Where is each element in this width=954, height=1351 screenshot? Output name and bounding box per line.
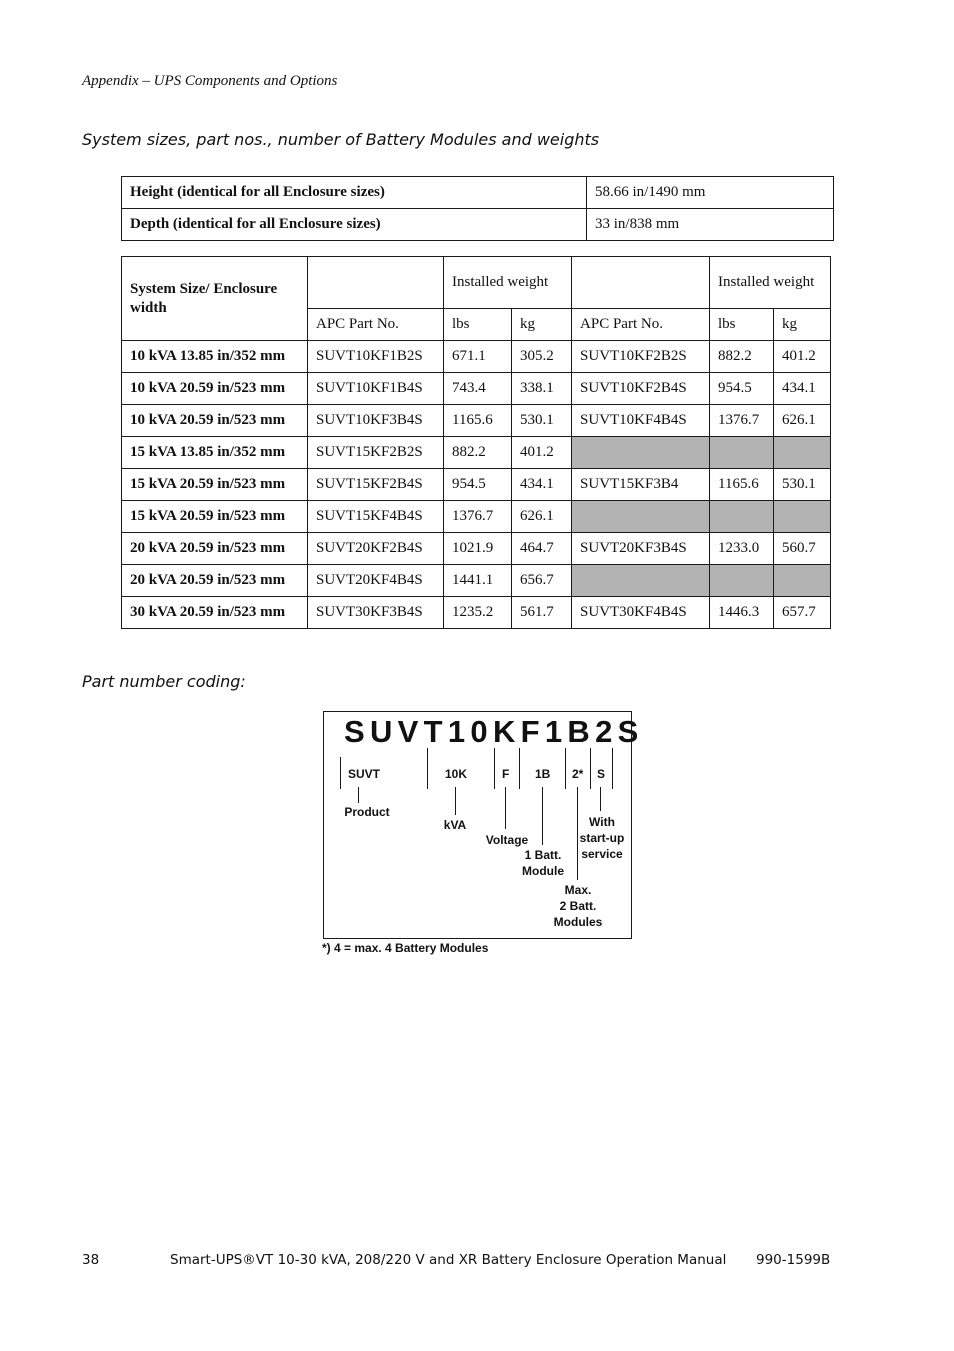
weight-lbs-cell: 882.2 — [710, 341, 774, 373]
example-part-number: SUVT10KF1B2S — [344, 714, 644, 749]
col-header-kg: kg — [774, 309, 831, 341]
desc-max-battery-modules — [548, 882, 608, 930]
segment-kva: 10K — [445, 767, 468, 781]
coding-footnote: *) 4 = max. 4 Battery Modules — [322, 941, 489, 955]
system-size-cell: 15 kVA 20.59 in/523 mm — [122, 469, 308, 501]
part-number-cell: SUVT15KF2B4S — [308, 469, 444, 501]
table-row — [122, 209, 834, 241]
weight-lbs-cell: 1376.7 — [444, 501, 512, 533]
desc-voltage: Voltage — [485, 833, 529, 847]
weight-kg-cell: 401.2 — [512, 437, 572, 469]
weight-kg-cell: 626.1 — [512, 501, 572, 533]
part-number-cell: SUVT10KF3B4S — [308, 405, 444, 437]
dimension-value: 33 in/838 mm — [587, 209, 834, 241]
desc-line: Module — [522, 864, 564, 878]
col-header-installed-weight: Installed weight — [444, 257, 572, 309]
weight-kg-cell: 434.1 — [512, 469, 572, 501]
part-number-cell: SUVT10KF2B2S — [572, 341, 710, 373]
segment-divider — [565, 748, 566, 789]
segment-divider — [427, 748, 428, 789]
weight-lbs-cell: 1441.1 — [444, 565, 512, 597]
empty-header-cell — [308, 257, 444, 309]
system-sizes-table — [121, 256, 831, 629]
dimension-value: 58.66 in/1490 mm — [587, 177, 834, 209]
weight-kg-cell: 434.1 — [774, 373, 831, 405]
part-number-cell: SUVT10KF1B2S — [308, 341, 444, 373]
weight-lbs-cell: 1165.6 — [710, 469, 774, 501]
leader-line — [505, 787, 506, 829]
table-row — [122, 373, 831, 405]
part-number-cell — [572, 501, 710, 533]
weight-kg-cell: 561.7 — [512, 597, 572, 629]
manual-title: Smart-UPS®VT 10-30 kVA, 208/220 V and XR Battery Enclosure Operation Manual — [170, 1252, 727, 1268]
part-number-cell: SUVT20KF3B4S — [572, 533, 710, 565]
desc-line: Modules — [553, 915, 603, 929]
weight-lbs-cell: 954.5 — [710, 373, 774, 405]
weight-kg-cell: 656.7 — [512, 565, 572, 597]
table-row — [122, 565, 831, 597]
part-number-cell: SUVT20KF2B4S — [308, 533, 444, 565]
part-number-cell: SUVT15KF2B2S — [308, 437, 444, 469]
weight-kg-cell: 657.7 — [774, 597, 831, 629]
col-header-part-no: APC Part No. — [308, 309, 444, 341]
segment-battery: 1B — [535, 767, 551, 781]
table-row — [122, 533, 831, 565]
empty-header-cell — [572, 257, 710, 309]
segment-suvt: SUVT — [348, 767, 381, 781]
weight-kg-cell: 530.1 — [774, 469, 831, 501]
leader-line — [358, 787, 359, 803]
coding-title: Part number coding: — [82, 672, 246, 691]
part-number-cell: SUVT30KF3B4S — [308, 597, 444, 629]
segment-service: S — [597, 767, 606, 781]
system-size-cell: 30 kVA 20.59 in/523 mm — [122, 597, 308, 629]
part-number-cell: SUVT20KF4B4S — [308, 565, 444, 597]
weight-lbs-cell: 1233.0 — [710, 533, 774, 565]
table-header-row — [122, 257, 831, 309]
segment-divider — [590, 748, 591, 789]
desc-line: 2 Batt. — [559, 899, 597, 913]
system-size-cell: 20 kVA 20.59 in/523 mm — [122, 565, 308, 597]
weight-lbs-cell — [710, 565, 774, 597]
dimensions-table — [121, 176, 834, 241]
col-header-lbs: lbs — [444, 309, 512, 341]
part-number-cell: SUVT10KF2B4S — [572, 373, 710, 405]
weight-lbs-cell: 1235.2 — [444, 597, 512, 629]
leader-line — [600, 787, 601, 811]
col-header-installed-weight: Installed weight — [710, 257, 831, 309]
weight-lbs-cell: 1446.3 — [710, 597, 774, 629]
col-header-lbs: lbs — [710, 309, 774, 341]
part-number-cell — [572, 437, 710, 469]
desc-one-battery-module — [515, 847, 571, 879]
col-header-kg: kg — [512, 309, 572, 341]
weight-lbs-cell: 671.1 — [444, 341, 512, 373]
dimension-label: Height (identical for all Enclosure sizes) — [122, 177, 587, 209]
part-number-cell: SUVT10KF4B4S — [572, 405, 710, 437]
desc-line: Max. — [564, 883, 592, 897]
weight-kg-cell: 401.2 — [774, 341, 831, 373]
desc-line: With — [589, 815, 615, 829]
section-title: System sizes, part nos., number of Battery Modules and weights — [82, 130, 600, 149]
leader-line — [455, 787, 456, 815]
system-size-cell: 10 kVA 13.85 in/352 mm — [122, 341, 308, 373]
segment-voltage: F — [502, 767, 510, 781]
part-number-cell — [572, 565, 710, 597]
document-number: 990-1599B — [756, 1252, 831, 1268]
segment-max-modules: 2* — [572, 767, 584, 781]
weight-kg-cell: 626.1 — [774, 405, 831, 437]
weight-lbs-cell — [710, 501, 774, 533]
weight-lbs-cell: 954.5 — [444, 469, 512, 501]
part-number-cell: SUVT10KF1B4S — [308, 373, 444, 405]
weight-kg-cell: 305.2 — [512, 341, 572, 373]
desc-with-startup-service — [572, 814, 632, 862]
table-row — [122, 597, 831, 629]
table-row — [122, 341, 831, 373]
desc-kva: kVA — [443, 818, 467, 832]
weight-lbs-cell: 882.2 — [444, 437, 512, 469]
desc-line: service — [581, 847, 623, 861]
weight-lbs-cell: 743.4 — [444, 373, 512, 405]
part-number-cell: SUVT15KF3B4 — [572, 469, 710, 501]
weight-kg-cell: 530.1 — [512, 405, 572, 437]
leader-line — [542, 787, 543, 845]
desc-line: start-up — [579, 831, 625, 845]
segment-divider — [340, 757, 341, 789]
desc-product: Product — [344, 805, 390, 819]
weight-lbs-cell — [710, 437, 774, 469]
segment-divider — [612, 748, 613, 789]
page-number: 38 — [82, 1252, 100, 1268]
weight-kg-cell — [774, 565, 831, 597]
table-body — [122, 341, 831, 629]
dimension-label: Depth (identical for all Enclosure sizes) — [122, 209, 587, 241]
col-header-system-size: System Size/ Enclosure width — [122, 257, 308, 341]
system-size-cell: 20 kVA 20.59 in/523 mm — [122, 533, 308, 565]
weight-lbs-cell: 1165.6 — [444, 405, 512, 437]
system-size-cell: 15 kVA 13.85 in/352 mm — [122, 437, 308, 469]
table-row — [122, 177, 834, 209]
part-number-cell: SUVT15KF4B4S — [308, 501, 444, 533]
system-size-cell: 10 kVA 20.59 in/523 mm — [122, 405, 308, 437]
system-size-cell: 15 kVA 20.59 in/523 mm — [122, 501, 308, 533]
weight-kg-cell: 464.7 — [512, 533, 572, 565]
desc-line: 1 Batt. — [524, 848, 562, 862]
weight-kg-cell — [774, 501, 831, 533]
table-row — [122, 469, 831, 501]
running-head: Appendix – UPS Components and Options — [82, 73, 338, 89]
segment-divider — [519, 748, 520, 789]
weight-kg-cell: 560.7 — [774, 533, 831, 565]
weight-kg-cell: 338.1 — [512, 373, 572, 405]
part-number-cell: SUVT30KF4B4S — [572, 597, 710, 629]
weight-kg-cell — [774, 437, 831, 469]
table-row — [122, 405, 831, 437]
table-row — [122, 437, 831, 469]
weight-lbs-cell: 1021.9 — [444, 533, 512, 565]
system-size-cell: 10 kVA 20.59 in/523 mm — [122, 373, 308, 405]
segment-divider — [494, 748, 495, 789]
table-row — [122, 501, 831, 533]
col-header-part-no: APC Part No. — [572, 309, 710, 341]
weight-lbs-cell: 1376.7 — [710, 405, 774, 437]
